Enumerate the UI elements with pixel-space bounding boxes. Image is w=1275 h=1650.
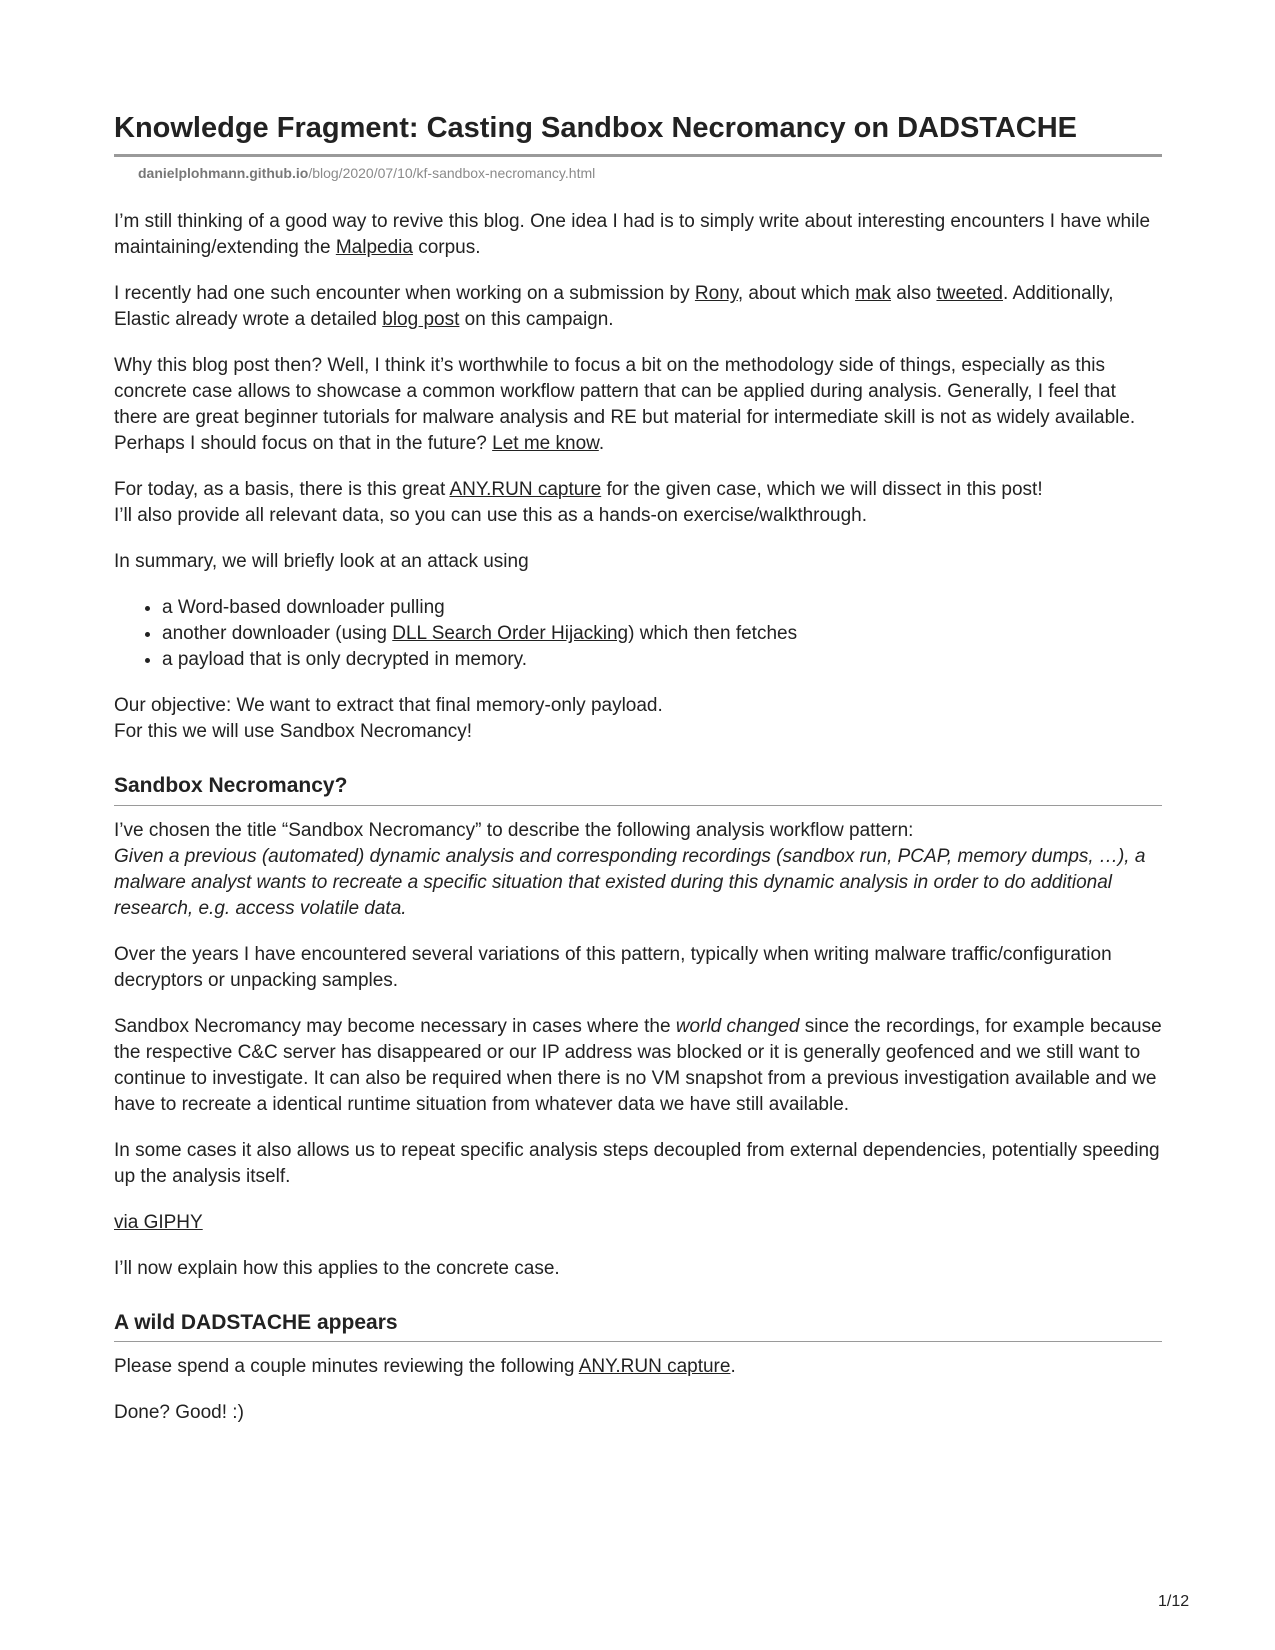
source-path: /blog/2020/07/10/kf-sandbox-necromancy.html bbox=[308, 165, 596, 182]
link-giphy[interactable]: via GIPHY bbox=[114, 1211, 203, 1233]
paragraph-world-changed bbox=[114, 1014, 1162, 1118]
text: . bbox=[598, 433, 605, 455]
heading-sandbox-necromancy: Sandbox Necromancy? bbox=[114, 773, 1162, 805]
link-let-me-know[interactable]: Let me know bbox=[492, 433, 599, 455]
emphasis: world changed bbox=[675, 1015, 800, 1037]
page-title: Knowledge Fragment: Casting Sandbox Necromancy on DADSTACHE bbox=[114, 112, 1162, 157]
text: another downloader (using bbox=[162, 623, 393, 645]
paragraph-intro bbox=[114, 209, 1162, 261]
text: For today, as a basis, there is this great bbox=[114, 479, 450, 501]
paragraph-summary: In summary, we will briefly look at an attack using bbox=[114, 551, 529, 573]
link-anyrun-capture[interactable]: ANY.RUN capture bbox=[449, 479, 602, 501]
list-item: • a Word-based downloader pulling bbox=[162, 595, 1162, 621]
paragraph-giphy bbox=[114, 1210, 1162, 1236]
paragraph-encounter bbox=[114, 281, 1162, 333]
link-anyrun-capture-2[interactable]: ANY.RUN capture bbox=[578, 1355, 731, 1377]
paragraph-today bbox=[114, 477, 1162, 529]
definition-italic: Given a previous (automated) dynamic analysis and corresponding recordings (sandbox run, PCAP, memory dumps, …), a malware analyst wants to recreate a specific situation that existed during this dynamic analysis in order to do additional research, e.g. access volatile data. bbox=[114, 845, 1146, 919]
page-indicator: 1/12 bbox=[1158, 1593, 1190, 1610]
text: I’ve chosen the title “Sandbox Necromancy” to describe the following analysis workflow pattern: bbox=[114, 819, 914, 841]
source-url[interactable] bbox=[138, 165, 1162, 181]
paragraph-variations: Over the years I have encountered several variations of this pattern, typically when writing malware traffic/configuration decryptors or unpacking samples. bbox=[114, 943, 1112, 991]
link-malpedia[interactable]: Malpedia bbox=[335, 237, 413, 259]
text: I recently had one such encounter when working on a submission by bbox=[114, 283, 695, 305]
link-mak[interactable]: mak bbox=[855, 283, 892, 305]
paragraph-why bbox=[114, 353, 1162, 457]
paragraph-done: Done? Good! :) bbox=[114, 1401, 244, 1423]
text: . Additionally, Elastic already wrote a detailed bbox=[114, 283, 1114, 331]
text: ) which then fetches bbox=[628, 623, 798, 645]
paragraph-review bbox=[114, 1354, 1162, 1380]
paragraph-definition bbox=[114, 818, 1162, 922]
list-item: • a payload that is only decrypted in memory. bbox=[162, 647, 1162, 673]
paragraph-explain: I’ll now explain how this applies to the concrete case. bbox=[114, 1257, 560, 1279]
text: also bbox=[891, 283, 937, 305]
text: since the recordings, for example because the respective C&C server has disappeared or our IP address was blocked or it is generally geofenced and we still want to continue to investigate. It can also be required when there is no VM snapshot from a previous investigation available and we have to recreate a identical runtime situation from whatever data we have still available. bbox=[114, 1015, 1162, 1115]
text: , about which bbox=[737, 283, 856, 305]
text: . bbox=[730, 1355, 736, 1377]
text: on this campaign. bbox=[459, 309, 614, 331]
paragraph-decoupled: In some cases it also allows us to repeat specific analysis steps decoupled from external dependencies, potentially speeding up the analysis itself. bbox=[114, 1139, 1160, 1187]
source-host: danielplohmann.github.io bbox=[138, 165, 309, 182]
text: Why this blog post then? Well, I think it’s worthwhile to focus a bit on the methodology side of things, especially as this concrete case allows to showcase a common workflow pattern that can be applied during analysis. Generally, I feel that there are great beginner tutorials for malware analysis and RE but material for intermediate skill is not as widely available. Perhaps I should focus on that in the future? bbox=[114, 355, 1136, 455]
link-tweeted[interactable]: tweeted bbox=[936, 283, 1003, 305]
text: corpus. bbox=[412, 237, 481, 259]
text: I’ll also provide all relevant data, so you can use this as a hands-on exercise/walkthrough. bbox=[114, 505, 868, 527]
attack-list bbox=[114, 595, 1162, 673]
text: Please spend a couple minutes reviewing the following bbox=[114, 1355, 579, 1377]
link-blog-post[interactable]: blog post bbox=[382, 309, 460, 331]
text: For this we will use Sandbox Necromancy! bbox=[114, 721, 472, 743]
paragraph-objective bbox=[114, 693, 1162, 745]
list-item bbox=[162, 621, 1162, 647]
heading-wild-dadstache: A wild DADSTACHE appears bbox=[114, 1310, 1162, 1342]
link-dll-hijacking[interactable]: DLL Search Order Hijacking bbox=[392, 623, 629, 645]
link-rony[interactable]: Rony bbox=[694, 283, 738, 305]
text: Our objective: We want to extract that final memory-only payload. bbox=[114, 695, 663, 717]
text: Sandbox Necromancy may become necessary in cases where the bbox=[114, 1015, 676, 1037]
text: I’m still thinking of a good way to revive this blog. One idea I had is to simply write about interesting encounters I have while maintaining/extending the bbox=[114, 211, 1151, 259]
article bbox=[114, 112, 1162, 1446]
text: for the given case, which we will dissect in this post! bbox=[601, 479, 1043, 501]
